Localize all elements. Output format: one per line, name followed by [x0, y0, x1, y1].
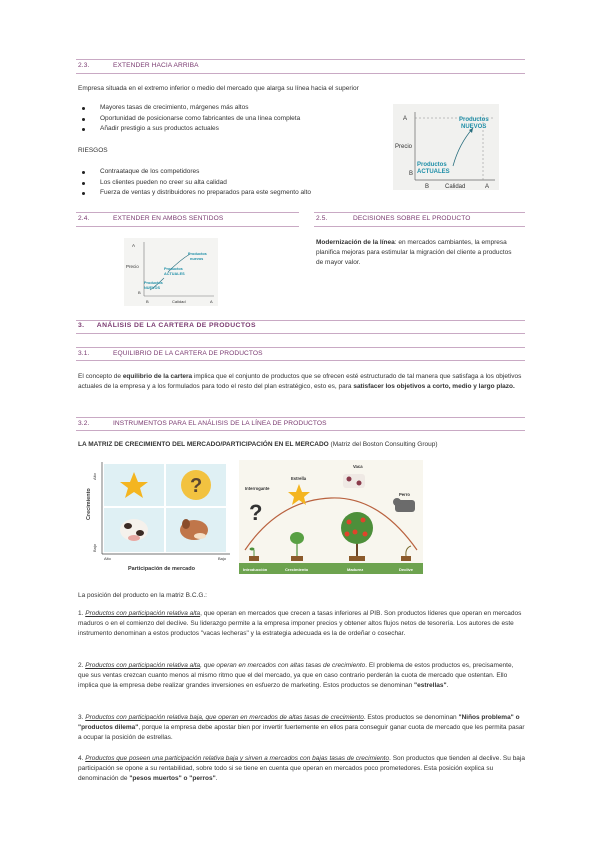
riesgos-label: RIESGOS	[78, 147, 108, 154]
bold-term: "Niños problema" o "productos dilema"	[78, 714, 520, 731]
axis-label-a-top: A	[403, 116, 408, 122]
list-item: Mayores tasas de crecimiento, márgenes más altos	[78, 103, 300, 114]
section-number: 2.4.	[78, 215, 90, 222]
text-run: 2.	[78, 662, 86, 669]
axis-label-b-bottom: B	[146, 299, 149, 304]
bcg-point-4	[78, 754, 525, 784]
label-productos: Productos	[188, 252, 207, 256]
underlined-term: Productos con participación relativa baja, que operan en mercados de altas tasas de crecimiento	[85, 714, 364, 721]
label-actuales: ACTUALES	[164, 272, 185, 276]
label-productos: Productos	[144, 281, 163, 285]
text-run: 1.	[78, 610, 86, 617]
text-run: : en mercados cambiantes, la empresa planifica mejoras para estimular la migración del cliente a productos de mayor valor.	[316, 239, 512, 266]
underlined-term: Productos con participación relativa alta	[85, 610, 201, 617]
text-run: . El problema de estos productos es, precisamente, que sus ventas crezcan cuanto menos al mismo ritmo que el del mercado, ya que en caso contrario perderán la cuota de mercado que ostentan. Ello implica que la empresa debe realizar grandes inversiones en esfuerzo de marketing. Estos productos se denominan	[78, 662, 514, 689]
label-interrogante: Interrogante	[245, 486, 270, 491]
axis-label-b-left: B	[409, 171, 414, 177]
section-3-1-heading	[78, 350, 525, 359]
bold-term: "pesos muertos" o "perros"	[129, 775, 216, 782]
italic-term: , que operan en mercados con altas tasas de crecimiento	[200, 662, 366, 669]
label-productos: Productos	[164, 267, 183, 271]
text-run: El concepto de	[78, 373, 123, 380]
label-productos: Productos	[417, 162, 447, 168]
figure-extend-up	[393, 104, 499, 190]
bcg-position-intro: La posición del producto en la matriz B.C.G.:	[78, 592, 207, 599]
label-estrella: Estrella	[291, 476, 307, 481]
section-rule	[76, 360, 525, 361]
section-rule	[314, 226, 525, 227]
bold-term: LA MATRIZ DE CRECIMIENTO DEL MERCADO/PARTICIPACIÓN EN EL MERCADO	[78, 441, 329, 448]
section-title: EQUILIBRIO DE LA CARTERA DE PRODUCTOS	[113, 350, 263, 357]
axis-label-calidad: Calidad	[172, 299, 186, 304]
axis-label-a-right: A	[485, 184, 490, 190]
axis-label-alto: Alto	[92, 473, 97, 480]
sec25-paragraph	[316, 238, 514, 268]
bcg-heading	[78, 440, 528, 450]
paragraph-intro: Empresa situada en el extremo inferior o medio del mercado que alarga su línea hacia el superior	[78, 85, 359, 92]
cow-icon	[343, 474, 365, 488]
label-nuevos: NUEVOS	[461, 124, 487, 130]
section-rule	[76, 73, 525, 74]
section-2-5-heading	[316, 215, 525, 224]
stage-madurez: Madurez	[347, 567, 364, 572]
axis-label-a-top: A	[132, 243, 136, 248]
section-number: 3.	[78, 322, 85, 329]
bcg-point-1	[78, 609, 525, 639]
axis-label-b-bottom: B	[425, 184, 430, 190]
text-run: 3.	[78, 714, 86, 721]
stage-declive: Declive	[399, 567, 414, 572]
underlined-term: Productos que poseen una participación relativa baja y sirven a mercados con bajas tasas de crecimiento	[85, 755, 390, 762]
bcg-matrix-graphic	[80, 460, 233, 574]
section-rule	[76, 347, 525, 348]
label-nuevos: nuevos	[190, 257, 204, 261]
bold-term: "estrellas"	[414, 682, 447, 689]
text-run: , porque la empresa debe apostar bien por invertir fuertemente en ellos para conseguir ganar cuota de mercado que les permita pasar a ocupar la posición de estrellas.	[78, 724, 525, 741]
sec31-paragraph	[78, 372, 524, 392]
section-rule	[314, 212, 525, 213]
section-rule	[76, 212, 299, 213]
text-run: .	[446, 682, 449, 689]
label-perro: Perro	[399, 492, 410, 497]
label-productos: Productos	[459, 117, 489, 123]
section-rule	[76, 226, 299, 227]
section-title: DECISIONES SOBRE EL PRODUCTO	[353, 215, 471, 222]
section-number: 2.3.	[78, 62, 90, 69]
dog-icon	[393, 498, 415, 512]
axis-label-calidad: Calidad	[445, 184, 466, 190]
section-2-4-heading	[78, 215, 298, 224]
label-nuevos: NUEVOS	[144, 286, 161, 290]
axis-label-precio: Precio	[126, 264, 139, 269]
stage-introduccion: Introducción	[243, 567, 268, 572]
section-rule	[76, 333, 525, 334]
text-run: , que operan en mercados que crecen a tasas inferiores al PIB. Son productos líderes que operan en mercados maduros o en el comienzo del declive. Su liderazgo permite a la empresa imponer precios y obtener altos flujos netos de tesorería. Los autores de este instrumento denominan a estos productos "vacas lecheras" y la estrategia adecuada es la de ordeñar o cosechar.	[78, 610, 522, 637]
figure-extend-both-graphic	[124, 238, 218, 306]
axis-label-bajo: Bajo	[92, 543, 97, 552]
section-rule	[76, 59, 525, 60]
stage-crecimiento: Crecimiento	[285, 567, 309, 572]
question-icon: ?	[249, 500, 263, 525]
section-rule	[76, 320, 525, 321]
text-run: (Matriz del Boston Consulting Group)	[328, 441, 438, 448]
text-run: . Estos productos se denominan	[363, 714, 459, 721]
section-rule	[76, 417, 525, 418]
section-number: 3.1.	[78, 350, 90, 357]
section-3-heading	[78, 322, 256, 329]
text-run: 4.	[78, 755, 86, 762]
figure-extend-up-graphic	[393, 104, 499, 190]
axis-label-crecimiento: Crecimiento	[86, 488, 92, 520]
life-cycle-graphic	[239, 460, 423, 574]
bold-term: equilibrio de la cartera	[122, 373, 193, 380]
text-run: implica que el conjunto de productos que se ofrecen esté estructurado de tal manera que satisfaga a los objetivos actuales de la empresa y a los formulados para todo el resto del plan estratégico, esto es, para	[78, 373, 522, 390]
bcg-point-2	[78, 661, 525, 691]
section-3-2-heading	[78, 420, 525, 429]
bcg-matrix-figure	[80, 460, 233, 574]
list-item: Contraataque de los competidores	[78, 167, 311, 178]
axis-label-bajo-x: Bajo	[218, 556, 227, 561]
axis-label-precio: Precio	[395, 144, 413, 150]
bold-term: Modernización de la línea	[316, 239, 395, 246]
section-number: 3.2.	[78, 420, 90, 427]
riesgos-bullet-list	[78, 167, 311, 199]
axis-label-alto-x: Alto	[104, 556, 111, 561]
section-title: EXTENDER EN AMBOS SENTIDOS	[113, 215, 224, 222]
text-run: .	[215, 775, 218, 782]
text-run: . Son productos que tienden al declive. Su baja participación se opone a su rentabilidad, sobre todo si se tiene en cuenta que operan en mercados poco prometedores. Esta posición explica su denominación de	[78, 755, 525, 782]
bcg-point-3	[78, 713, 525, 743]
list-item: Los clientes pueden no creer su alta calidad	[78, 178, 311, 189]
section-rule	[76, 430, 525, 431]
axis-label-b-left: B	[138, 290, 141, 295]
section-2-3-heading	[78, 62, 525, 71]
section-title: ANÁLISIS DE LA CARTERA DE PRODUCTOS	[96, 322, 256, 329]
label-actuales: ACTUALES	[417, 169, 450, 175]
section-title: INSTRUMENTOS PARA EL ANÁLISIS DE LA LÍNEA DE PRODUCTOS	[113, 420, 327, 427]
section-number: 2.5.	[316, 215, 328, 222]
list-item: Añadir prestigio a sus productos actuales	[78, 124, 300, 135]
label-vaca: Vaca	[353, 464, 363, 469]
section-title: EXTENDER HACIA ARRIBA	[113, 62, 199, 69]
list-item: Oportunidad de posicionarse como fabricantes de una línea completa	[78, 114, 300, 125]
underlined-term: Productos con participación relativa alta	[85, 662, 201, 669]
svg-text:?: ?	[190, 475, 203, 497]
axis-label-a-right: A	[210, 299, 213, 304]
figure-extend-both	[124, 238, 218, 306]
cow-icon	[120, 519, 148, 541]
bold-term: satisfacer los objetivos a corto, medio y largo plazo.	[353, 383, 515, 390]
life-cycle-figure	[239, 460, 423, 574]
axis-label-participacion: Participación de mercado	[128, 566, 195, 572]
sec23-bullet-list	[78, 103, 300, 135]
list-item: Fuerza de ventas y distribuidores no preparados para este segmento alto	[78, 188, 311, 199]
